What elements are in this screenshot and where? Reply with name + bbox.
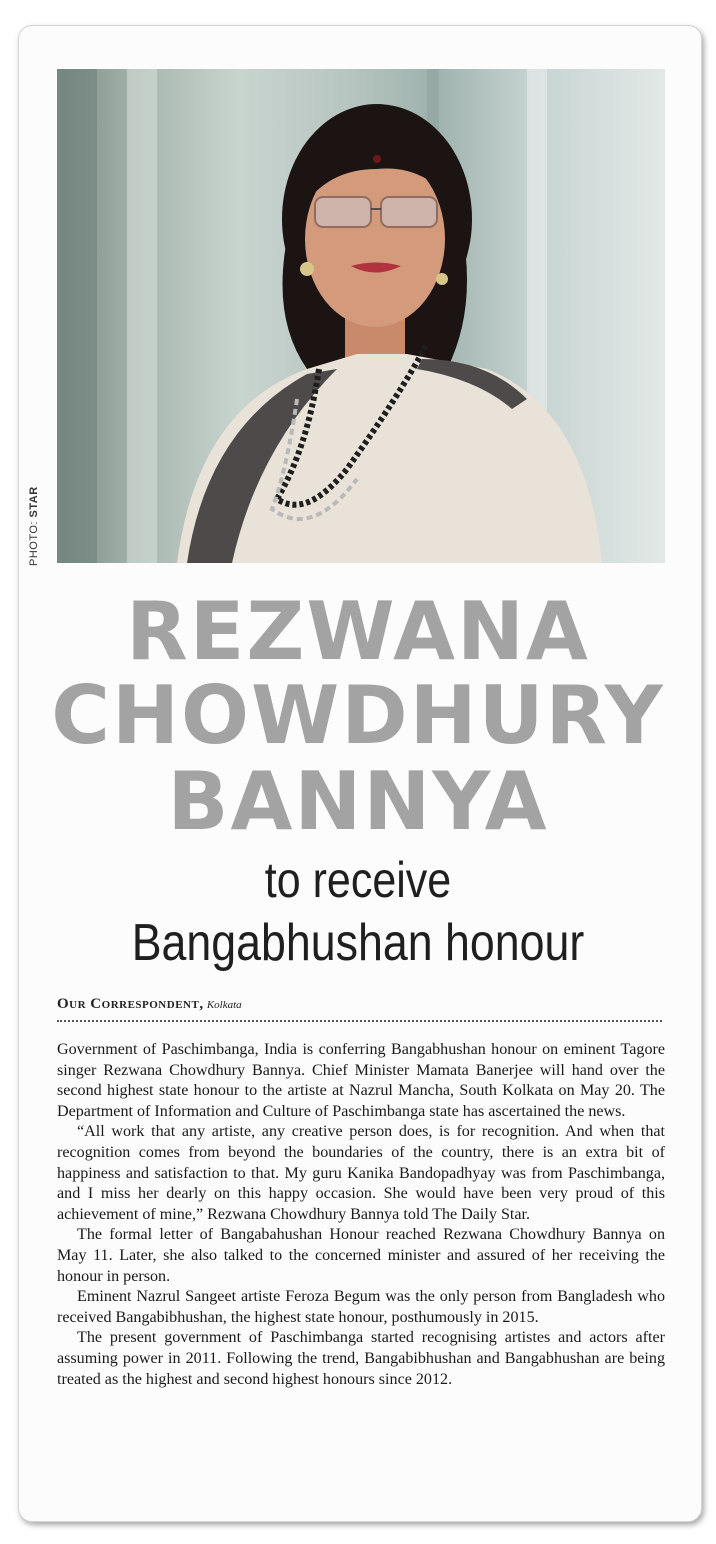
article-paragraph: The formal letter of Bangabahushan Honour reached Rezwana Chowdhury Bannya on May 11. Later, she also talked to the concerned minister and assured of her receiving the honour in person.: [57, 1226, 665, 1285]
photo-credit-source: STAR: [28, 486, 40, 518]
article-photo: [57, 69, 665, 563]
headline-line-2: CHOWDHURY: [51, 669, 665, 762]
photo-credit-label: PHOTO:: [28, 521, 40, 566]
byline-name: Our Correspondent,: [57, 996, 204, 1012]
subheadline-line-2: Bangabhushan honour: [131, 914, 585, 972]
article-paragraph: Government of Paschimbanga, India is conferring Bangabhushan honour on eminent Tagore singer Rezwana Chowdhury Bannya. Chief Minister Mamata Banerjee will hand over the second highest state honour to the artiste at Nazrul Mancha, South Kolkata on May 20. The Department of Information and Culture of Paschimbanga state has ascertained the news.: [57, 1041, 665, 1120]
headline-line-1: REZWANA: [126, 585, 590, 678]
portrait-illustration: [57, 69, 665, 563]
headline-line-3: BANNYA: [167, 755, 549, 848]
byline-divider: [57, 1020, 662, 1022]
article-body: [57, 1040, 665, 1390]
byline: [57, 996, 242, 1013]
photo-credit: [28, 486, 40, 566]
subheadline-line-1: to receive: [264, 852, 452, 908]
byline-place: Kolkata: [206, 999, 242, 1011]
article-paragraph: The present government of Paschimbanga started recognising artistes and actors after assuming power in 2011. Following the trend, Bangabibhushan and Bangabhushan are being treated as the highest and second highest honours since 2012.: [57, 1329, 665, 1388]
article-paragraph: Eminent Nazrul Sangeet artiste Feroza Begum was the only person from Bangladesh who received Bangabibhushan, the highest state honour, posthumously in 2015.: [57, 1288, 665, 1326]
article-paragraph: “All work that any artiste, any creative person does, is for recognition. And when that recognition comes from beyond the boundaries of the country, there is an extra bit of happiness and satisfaction to that. My guru Kanika Bandopadhyay was from Paschimbanga, and I miss her dearly on this happy occasion. She would have been very proud of this achievement of mine,” Rezwana Chowdhury Bannya told The Daily Star.: [57, 1123, 665, 1223]
